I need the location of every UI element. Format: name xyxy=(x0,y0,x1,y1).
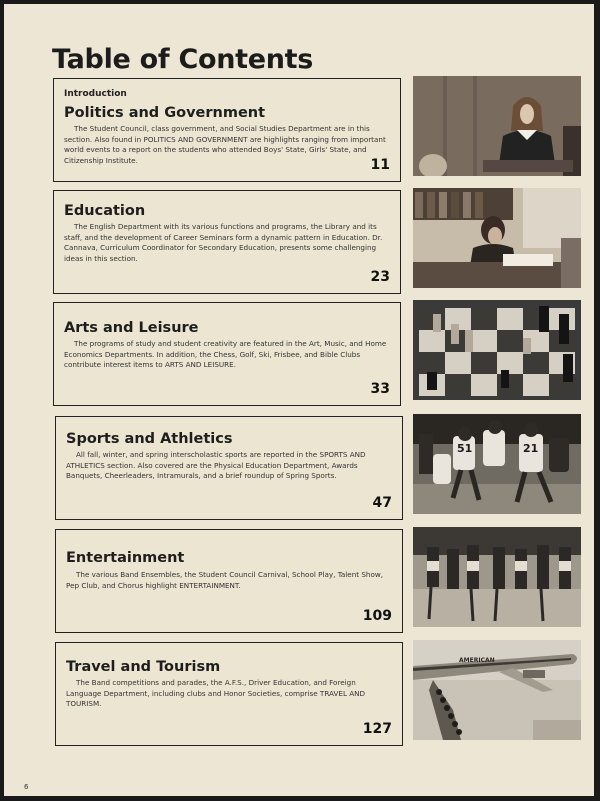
section-heading: Sports and Athletics xyxy=(66,431,233,447)
airline-lettering: AMERICAN xyxy=(459,657,495,664)
intro-label: Introduction xyxy=(64,89,127,99)
section-travel xyxy=(55,642,403,746)
section-page-number: 127 xyxy=(362,721,392,737)
section-description: The Student Council, class government, and Social Studies Department are in this section. Also found in POLITICS AND GOVERNMENT are highlights ranging from important world events to a report on the students who attended Boys' State, Girls' State, and Citizenship Institute. xyxy=(64,124,386,165)
section-description: The various Band Ensembles, the Student Council Carnival, School Play, Talent Show, Pep Club, and Chorus highlight ENTERTAINMENT. xyxy=(66,570,384,590)
section-arts xyxy=(53,302,401,406)
section-page-number: 33 xyxy=(370,381,390,397)
section-sports xyxy=(55,416,403,520)
section-description: The English Department with its various functions and programs, the Library and its staff, and the development of Career Seminars form a dynamic pattern in Education. Dr. Cannava, Curriculum Coordinator for Secondary Education, presents some challenging ideas in this section. xyxy=(64,222,383,263)
section-heading: Travel and Tourism xyxy=(66,659,221,675)
chessboard-photo xyxy=(413,300,581,400)
page-title: Table of Contents xyxy=(52,44,314,75)
section-heading: Arts and Leisure xyxy=(64,320,199,336)
section-description: All fall, winter, and spring interscholastic sports are reported in the SPORTS AND ATHLETICS section. Also covered are the Physical Education Department, Awards Banquets, Cheerleaders, Intramurals, and a brief roundup of Spring Sports. xyxy=(66,450,366,481)
section-entertainment xyxy=(55,529,403,633)
section-heading: Education xyxy=(64,203,146,219)
svg-text:21: 21 xyxy=(523,442,539,455)
section-heading: Politics and Government xyxy=(64,105,266,121)
marching-band-photo xyxy=(413,527,581,627)
section-politics xyxy=(53,78,401,182)
section-page-number: 11 xyxy=(370,157,390,173)
girl-sitting-photo xyxy=(413,76,581,176)
svg-text:51: 51 xyxy=(457,442,473,455)
section-page-number: 47 xyxy=(372,495,392,511)
page-number-footer: 6 xyxy=(24,783,29,791)
football-photo xyxy=(413,414,581,514)
section-description: The programs of study and student creativity are featured in the Art, Music, and Home Economics Departments. In addition, the Chess, Golf, Ski, Frisbee, and Bible Clubs contribute interest items to ARTS AND LEISURE. xyxy=(64,339,387,370)
section-heading: Entertainment xyxy=(66,550,185,566)
teacher-desk-photo xyxy=(413,188,581,288)
section-description: The Band competitions and parades, the A.F.S., Driver Education, and Foreign Language Department, including clubs and Honor Societies, comprise TRAVEL AND TOURISM. xyxy=(66,678,366,709)
yearbook-page xyxy=(4,4,594,796)
section-education xyxy=(53,190,401,294)
section-page-number: 109 xyxy=(362,608,392,624)
section-page-number: 23 xyxy=(370,269,390,285)
airplane-photo xyxy=(413,640,581,740)
